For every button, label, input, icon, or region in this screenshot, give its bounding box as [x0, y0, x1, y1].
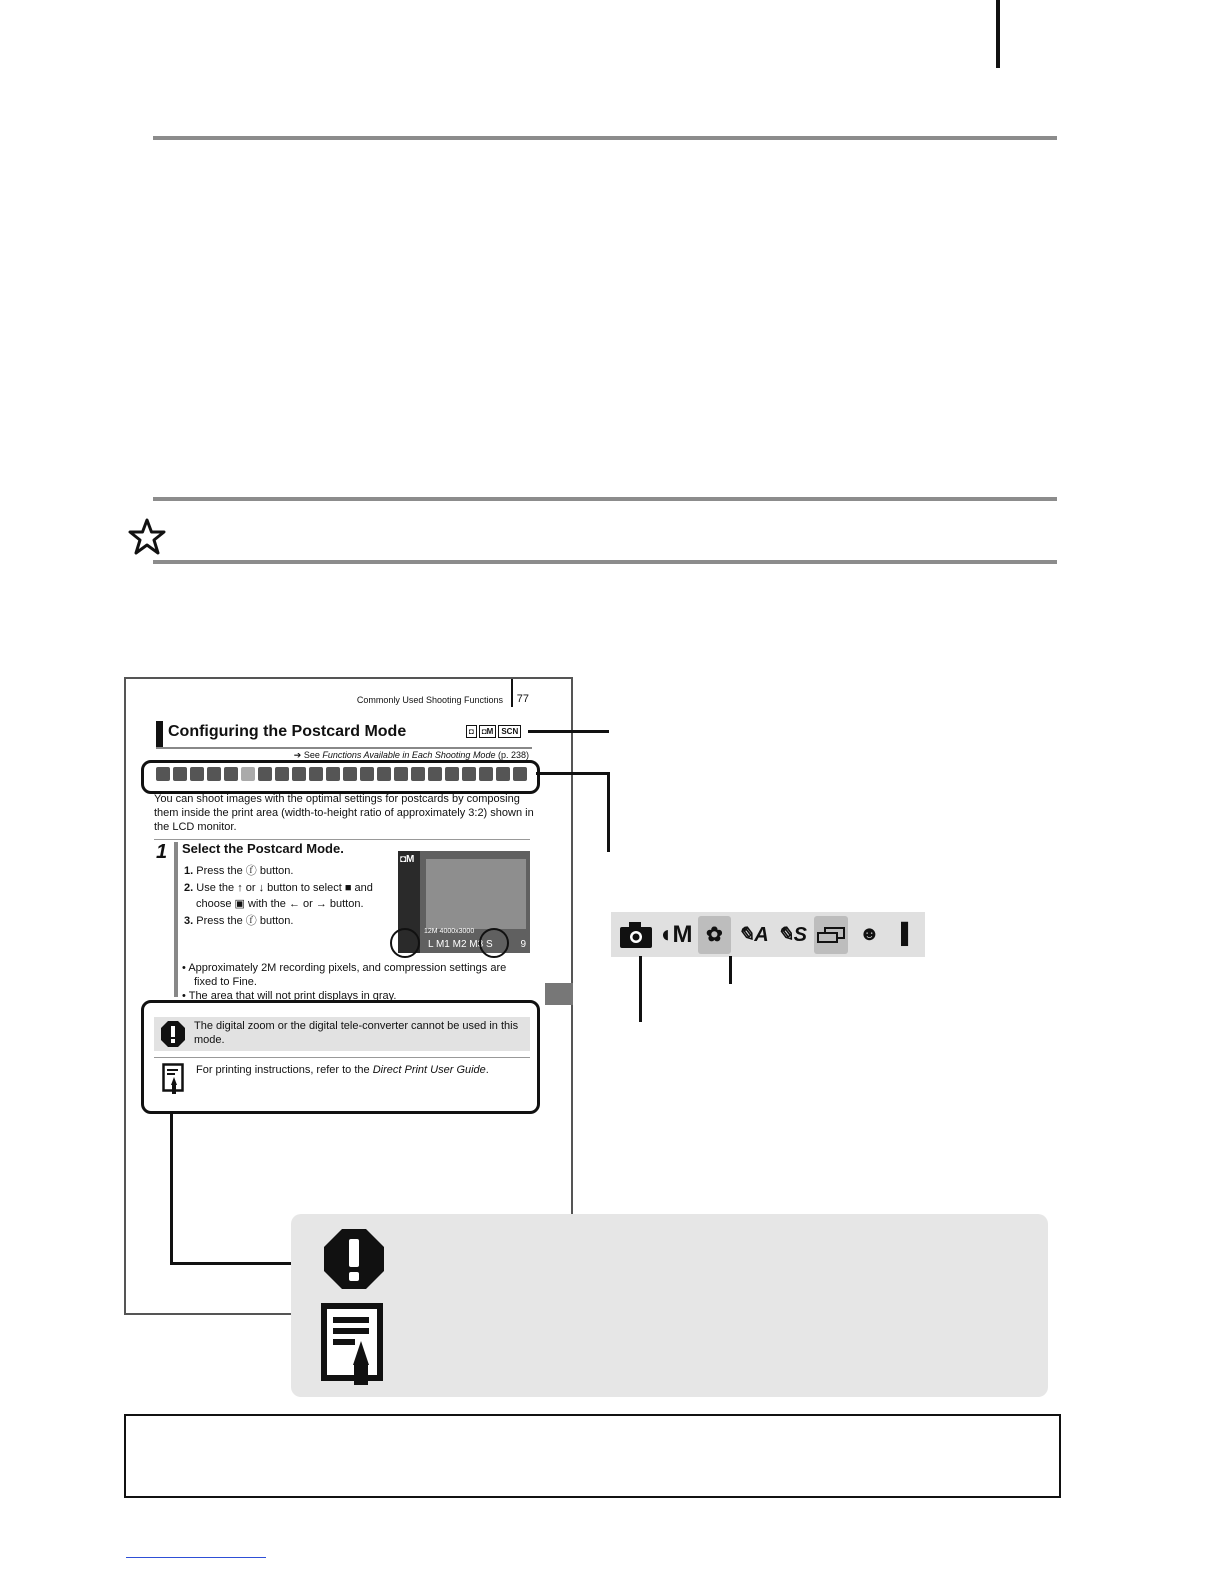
hyperlink-underline[interactable]	[126, 1557, 266, 1558]
bullet-item: • Approximately 2M recording pixels, and compression settings are fixed to Fine.	[182, 962, 507, 988]
step-item: 1. Press the ⓕ button.	[184, 865, 294, 877]
page-edge-bar	[996, 0, 1000, 68]
color-swap-icon: ✎S	[776, 924, 807, 946]
lcd-count: 9	[520, 939, 526, 950]
chapter-tab	[545, 983, 573, 1005]
strip-callout-line-h	[536, 772, 610, 775]
lcd-resolution: 12M 4000x3000	[424, 928, 475, 935]
section-rule-top	[153, 136, 1057, 140]
macro-callout-line	[729, 956, 732, 984]
mode-badge-manual: ◘M	[479, 725, 497, 738]
camera-icon	[619, 916, 653, 954]
color-accent-icon: ✎A	[737, 924, 769, 946]
icon-legend-box	[291, 1214, 1048, 1397]
step-bar	[174, 842, 178, 997]
notes-callout-line-h	[170, 1262, 296, 1265]
notes-highlight	[141, 1000, 540, 1114]
step-title: Select the Postcard Mode.	[182, 841, 344, 856]
manual-header: Commonly Used Shooting Functions	[356, 695, 503, 705]
manual-page-number: 77	[516, 693, 529, 705]
lcd-mode-icon: ◘M	[400, 854, 415, 865]
title-underline	[156, 747, 532, 749]
manual-header-bar	[511, 679, 513, 707]
lcd-print-area	[426, 859, 526, 929]
title-bar	[156, 721, 163, 747]
memo-icon	[321, 1303, 383, 1387]
title-callout-line	[528, 730, 609, 733]
partial-icon: ▌	[901, 923, 916, 945]
strip-callout-line-v	[607, 772, 610, 852]
footer-box	[124, 1414, 1061, 1498]
icon-strip-highlight	[141, 760, 540, 794]
mode-lcd-circle	[390, 928, 420, 958]
step-number: 1	[156, 841, 168, 863]
enlarged-mode-strip	[611, 912, 925, 957]
camera-m-icon: ◖M	[658, 920, 693, 948]
section-rule-lower	[153, 560, 1057, 564]
step-list	[184, 863, 384, 929]
bullet-item: • The area that will not print displays in gray.	[182, 990, 397, 1001]
arrow-icon: ➔	[293, 750, 304, 760]
step-item: 2. Use the ↑ or ↓ button to select ■ and choose ▣ with the ← or → button.	[184, 881, 373, 910]
caution-text: The digital zoom or the digital tele-converter cannot be used in this mode.	[194, 1020, 519, 1046]
step-item: 3. Press the ⓕ button.	[184, 914, 294, 927]
see-prefix: See	[303, 750, 320, 760]
camera-callout-line	[639, 956, 642, 1022]
intro-text: You can shoot images with the optimal settings for postcards by composing them inside the print area (width-to-height ratio of approximately 3:2) shown in the LCD monitor.	[154, 793, 534, 833]
postcard-icon	[814, 916, 848, 954]
digital-macro-icon: ✿	[698, 916, 732, 954]
mode-badge-scene: SCN	[498, 725, 521, 738]
lcd-sizes: L M1 M2 M3 S	[428, 939, 493, 950]
star-icon	[128, 518, 166, 556]
mode-badge-auto: ◘	[466, 725, 477, 738]
see-italic: Functions Available in Each Shooting Mode	[322, 750, 496, 760]
section-rule-middle	[153, 497, 1057, 501]
see-suffix: (p. 238)	[497, 750, 529, 760]
manual-title: Configuring the Postcard Mode	[168, 723, 407, 740]
note-text: For printing instructions, refer to the Direct Print User Guide.	[196, 1064, 489, 1076]
notes-callout-line-v	[170, 1111, 173, 1265]
postcard-lcd-circle	[479, 928, 509, 958]
mode-badges	[466, 725, 521, 738]
portrait-icon: ☻	[858, 923, 880, 945]
caution-icon	[322, 1227, 386, 1291]
bullet-list	[182, 961, 532, 1001]
separator	[154, 839, 530, 840]
